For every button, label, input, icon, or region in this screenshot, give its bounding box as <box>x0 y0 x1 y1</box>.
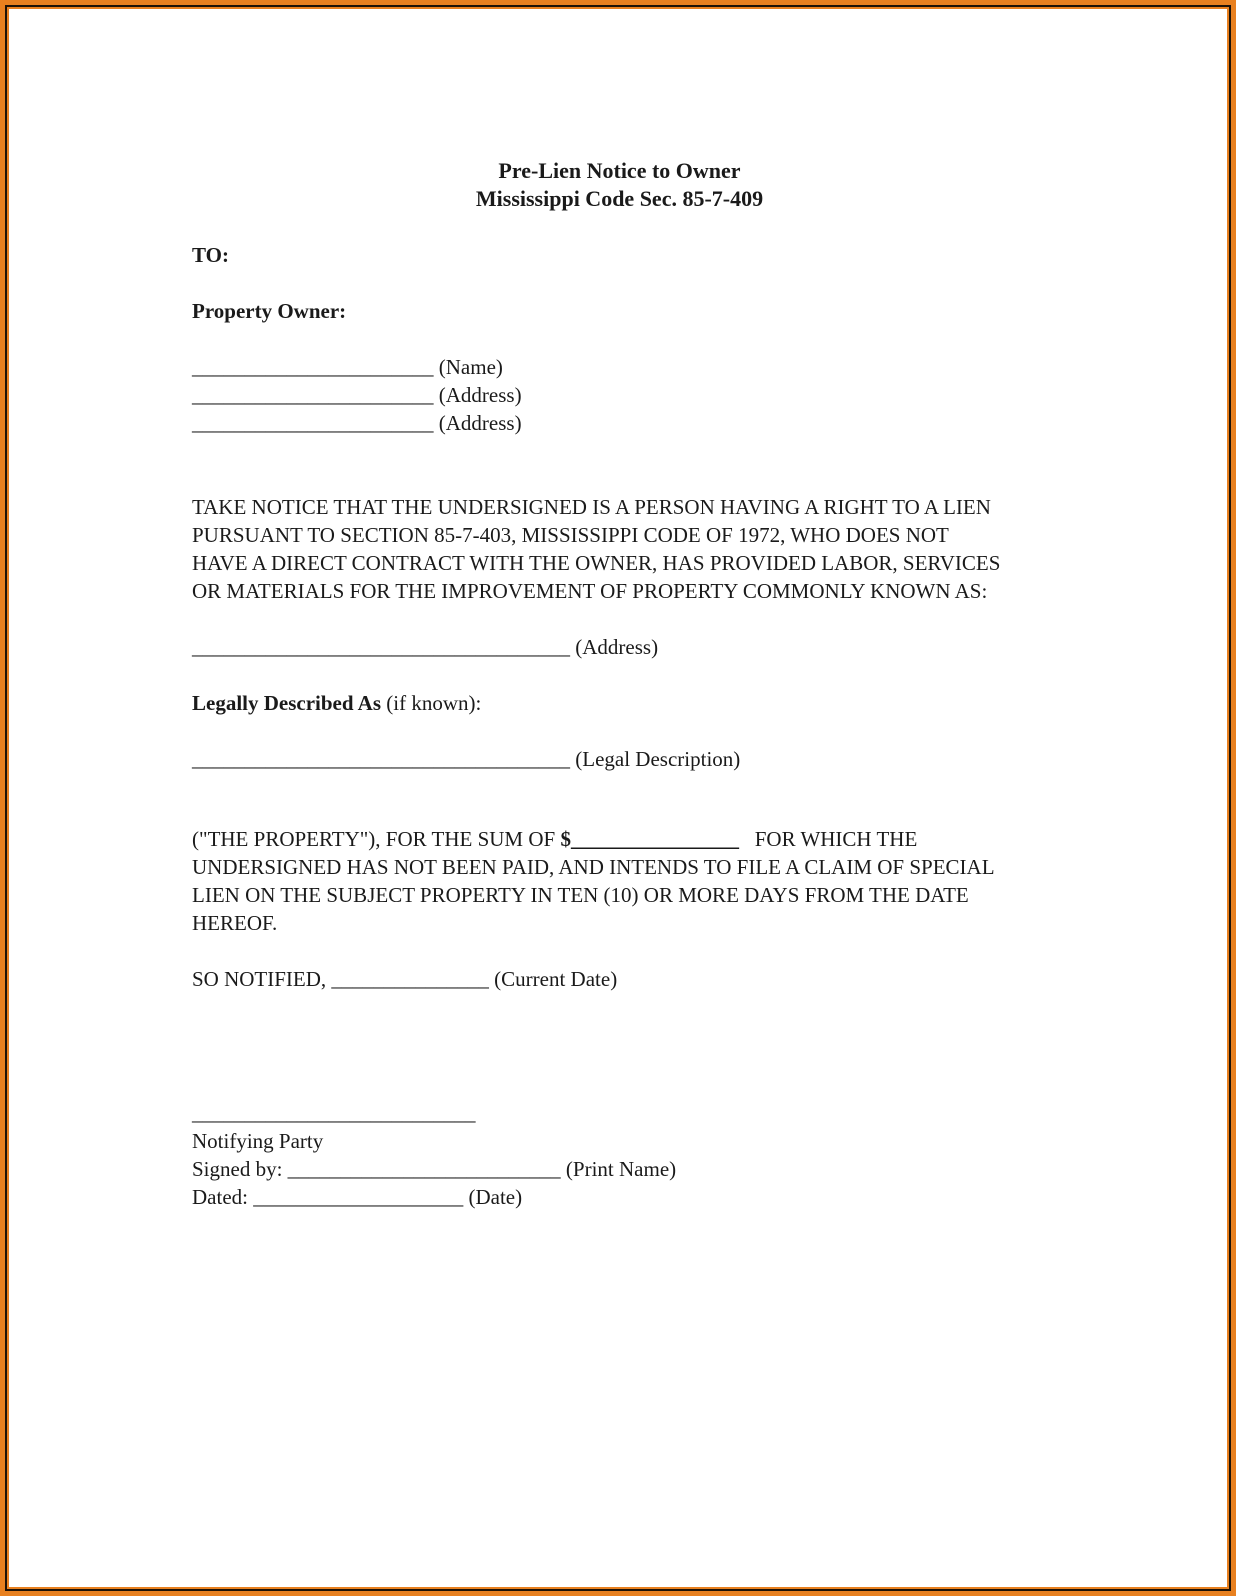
property-address-blank: ____________________________________ (Address) <box>192 635 659 659</box>
owner-address-blank-1: _______________________ (Address) <box>192 383 522 407</box>
sum-prefix: ("THE PROPERTY"), FOR THE SUM OF <box>192 827 561 851</box>
owner-name-blank: _______________________ (Name) <box>192 355 503 379</box>
sum-amount-blank: $________________ <box>560 827 739 851</box>
sum-line-1 <box>192 825 1092 853</box>
owner-address-blank-2: _______________________ (Address) <box>192 411 522 435</box>
signed-by-line: Signed by: __________________________ (Print Name) <box>192 1157 677 1181</box>
title-line-1: Pre-Lien Notice to Owner <box>498 158 741 183</box>
document-page <box>7 7 1229 1589</box>
legal-description-label <box>192 689 1227 717</box>
notifying-party-label: Notifying Party <box>192 1129 324 1153</box>
notice-paragraph <box>192 493 1092 605</box>
owner-fields-block <box>192 353 1227 437</box>
legal-description-blank: ____________________________________ (Legal Description) <box>192 747 741 771</box>
dated-line: Dated: ____________________ (Date) <box>192 1185 523 1209</box>
page-border-inner-dark <box>5 5 1231 1591</box>
so-notified-line: SO NOTIFIED, _______________ (Current Date) <box>192 967 618 991</box>
notice-line: PURSUANT TO SECTION 85-7-403, MISSISSIPPI CODE OF 1972, WHO DOES NOT <box>192 523 949 547</box>
to-label: TO: <box>192 243 229 267</box>
sum-paragraph <box>192 825 1092 937</box>
document-content <box>9 9 1227 1587</box>
signature-block <box>192 1099 1227 1211</box>
legal-description-label-rest: (if known): <box>381 691 482 715</box>
title-line-2: Mississippi Code Sec. 85-7-409 <box>475 186 764 211</box>
sum-line: UNDERSIGNED HAS NOT BEEN PAID, AND INTENDS TO FILE A CLAIM OF SPECIAL <box>192 855 995 879</box>
sum-line: HEREOF. <box>192 911 278 935</box>
notice-line: TAKE NOTICE THAT THE UNDERSIGNED IS A PERSON HAVING A RIGHT TO A LIEN <box>192 495 991 519</box>
notice-line: OR MATERIALS FOR THE IMPROVEMENT OF PROPERTY COMMONLY KNOWN AS: <box>192 579 988 603</box>
document-title <box>192 157 1047 213</box>
property-owner-label: Property Owner: <box>192 299 347 323</box>
notice-line: HAVE A DIRECT CONTRACT WITH THE OWNER, HAS PROVIDED LABOR, SERVICES <box>192 551 1001 575</box>
legal-description-label-bold: Legally Described As <box>192 691 381 715</box>
signature-rule: ___________________________ <box>192 1101 476 1125</box>
sum-line: LIEN ON THE SUBJECT PROPERTY IN TEN (10) OR MORE DAYS FROM THE DATE <box>192 883 969 907</box>
sum-suffix: FOR WHICH THE <box>738 827 918 851</box>
